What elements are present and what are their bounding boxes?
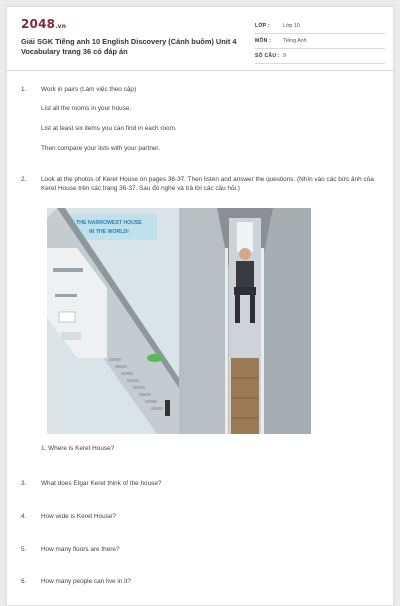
document-header [7, 7, 395, 71]
meta-key: SỐ CÂU : [255, 53, 280, 59]
question-text: How many floors are there? [41, 546, 120, 553]
plant [147, 354, 163, 362]
q2-sub-question: 1. Where is Keret House? [41, 445, 115, 452]
document-title: Giải SGK Tiếng anh 10 English Discovery (Cánh buồm) Unit 4 Vocabulary trang 36 có đáp án [21, 37, 237, 56]
question-text: Look at the photos of Keret House on pages 36-37. Then listen and answer the questions. (Nhìn vào các bức ảnh của Keret House trên các trang 36-37. Sau đó nghe và trả lời các câu hỏi.) [41, 176, 374, 192]
caption-line-2: IN THE WORLD! [89, 229, 129, 235]
question-text: How wide is Keret House? [41, 513, 116, 520]
meta-row-subject [255, 34, 385, 49]
meta-key: LỚP : [255, 23, 271, 29]
question-text: Work in pairs (Làm việc theo cặp) [41, 86, 137, 93]
q1-item-2: List at least six items you can find in each room. [41, 125, 177, 132]
question-number: 4. [21, 513, 27, 520]
caption-line-1: THE NARROWEST HOUSE [76, 220, 142, 226]
meta-value: Tiếng Anh [283, 38, 307, 44]
meta-row-count [255, 49, 385, 64]
meta-value: Lớp 10 [283, 23, 300, 29]
wooden-stairs [231, 358, 259, 434]
meta-key: MÔN : [255, 38, 272, 44]
question-2 [21, 175, 383, 195]
site-logo[interactable] [21, 17, 66, 31]
q1-item-1: List all the rooms in your house. [41, 105, 132, 112]
man-head [239, 248, 251, 260]
man-body [236, 261, 254, 287]
meta-row-grade [255, 19, 385, 34]
keret-house-photo [47, 208, 311, 434]
question-text: How many people can live in it? [41, 578, 131, 585]
meta-value: 9 [283, 53, 286, 59]
question-number: 3. [21, 480, 27, 487]
person-figure [165, 400, 170, 416]
logo-text: 2048 [21, 17, 56, 31]
meta-table [255, 19, 385, 64]
document-sheet [6, 6, 394, 606]
q1-item-3: Then compare your lists with your partner. [41, 145, 160, 152]
question-number: 5. [21, 546, 27, 553]
question-number: 6. [21, 578, 27, 585]
logo-suffix: .vn [55, 23, 67, 30]
question-number: 2. [21, 176, 27, 183]
question-number: 1. [21, 86, 27, 93]
question-text: What does Etgar Keret think of the house? [41, 480, 162, 487]
